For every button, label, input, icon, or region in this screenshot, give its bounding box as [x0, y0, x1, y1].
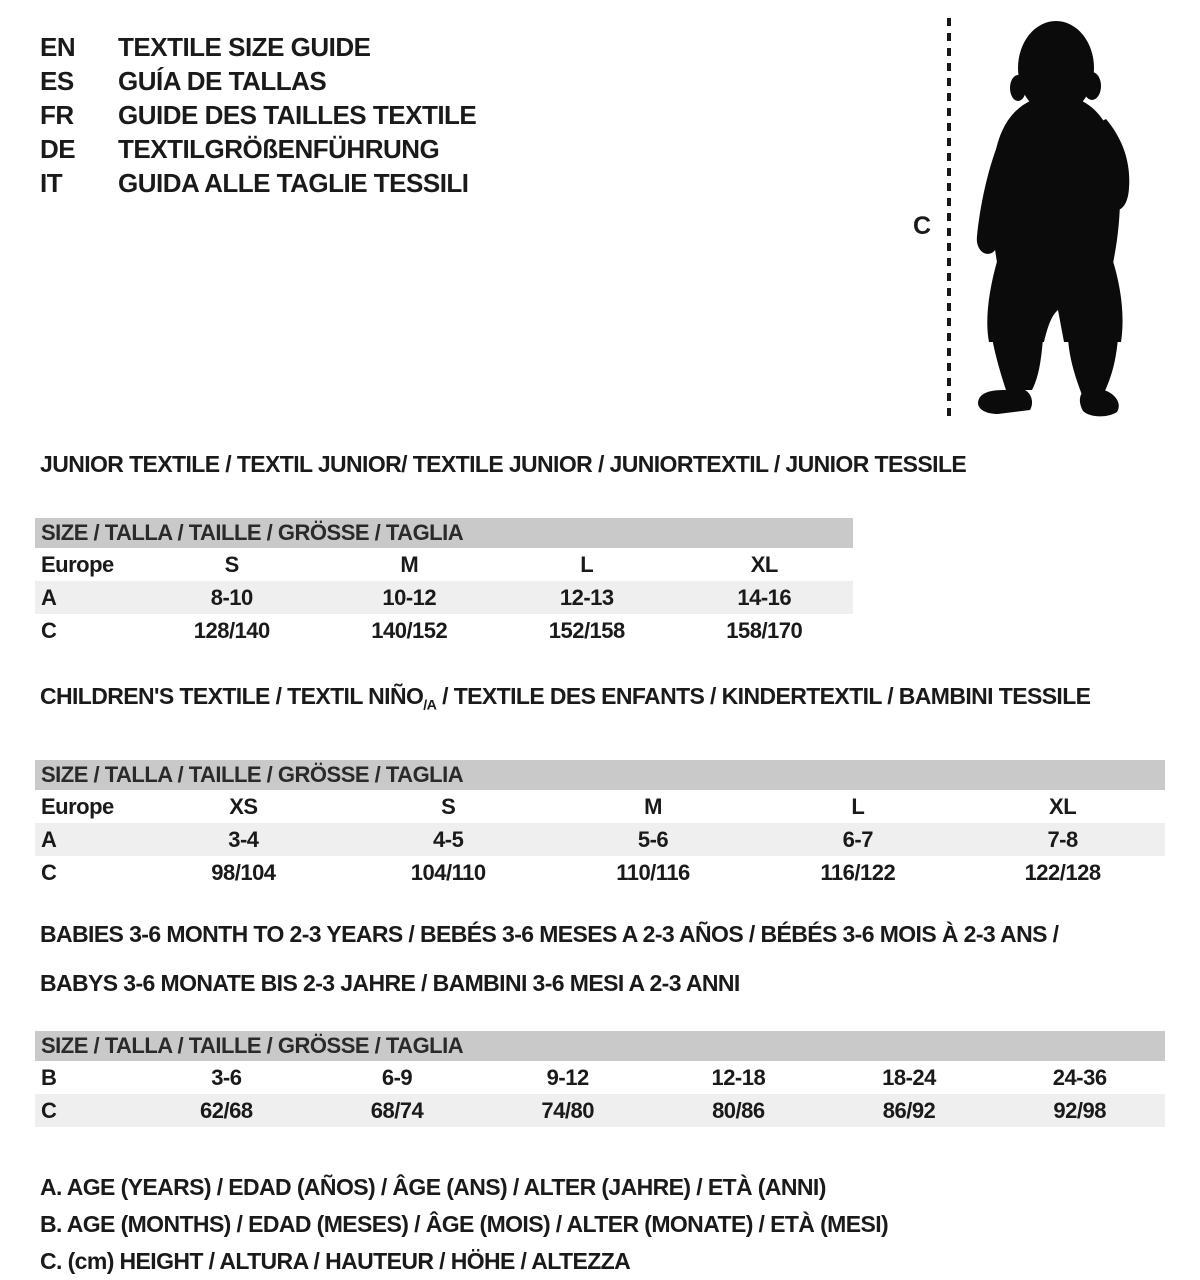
legend-line-c: C. (cm) HEIGHT / ALTURA / HAUTEUR / HÖHE / ALTEZZA [40, 1247, 631, 1274]
height-cell: 128/140 [193, 618, 270, 644]
language-code: EN [40, 32, 76, 62]
age-cell: 14-16 [737, 585, 792, 611]
language-code: ES [40, 66, 74, 96]
height-measure-label: C [913, 212, 932, 240]
age-cell: 7-8 [1047, 826, 1078, 852]
guide-title-fr: GUIDE DES TAILLES TEXTILE [118, 100, 477, 130]
section-title-babies-line2 [35, 968, 1165, 998]
table-row-europe [35, 790, 1165, 823]
age-cell: 18-24 [882, 1064, 936, 1090]
height-cell: 80/86 [712, 1097, 765, 1123]
size-cell: S [441, 793, 456, 819]
section-title-text: BABIES 3-6 MONTH TO 2-3 YEARS / BEBÉS 3-6 MESES A 2-3 AÑOS / BÉBÉS 3-6 MOIS À 2-3 ANS / [40, 920, 1059, 947]
table-row-age-years [35, 823, 1165, 856]
section-title-text: / TEXTILE DES ENFANTS / KINDERTEXTIL / BAMBINI TESSILE [436, 683, 1091, 710]
height-cell: 86/92 [882, 1097, 936, 1123]
age-cell: 9-12 [546, 1064, 589, 1090]
row-label: A [41, 585, 57, 611]
table-row-europe [35, 548, 853, 581]
age-cell: 12-13 [559, 585, 614, 611]
section-childrens-textile [35, 681, 1165, 889]
language-code: IT [40, 168, 63, 198]
toddler-silhouette-icon [970, 16, 1140, 416]
height-cell: 158/170 [726, 618, 803, 644]
row-label: C [41, 859, 57, 885]
row-label: Europe [41, 552, 114, 578]
junior-size-table [35, 518, 853, 647]
age-cell: 10-12 [382, 585, 437, 611]
section-title-text: JUNIOR TEXTILE / TEXTIL JUNIOR/ TEXTILE JUNIOR / JUNIORTEXTIL / JUNIOR TESSILE [40, 451, 967, 478]
age-cell: 12-18 [711, 1064, 766, 1090]
height-measure-dashed-line [947, 18, 951, 416]
section-babies-textile [35, 919, 1165, 1127]
section-title-children [35, 681, 1165, 721]
section-title-babies-line1 [35, 919, 1165, 949]
age-cell: 3-4 [228, 826, 259, 852]
guide-title-en: TEXTILE SIZE GUIDE [118, 32, 371, 62]
section-title-text: BABYS 3-6 MONATE BIS 2-3 JAHRE / BAMBINI 3-6 MESI A 2-3 ANNI [40, 969, 740, 996]
row-label: A [41, 826, 57, 852]
legend-line-a: A. AGE (YEARS) / EDAD (AÑOS) / ÂGE (ANS) / ALTER (JAHRE) / ETÀ (ANNI) [40, 1173, 826, 1200]
height-cell: 110/116 [616, 859, 690, 885]
height-cell: 122/128 [1024, 859, 1101, 885]
guide-title-it: GUIDA ALLE TAGLIE TESSILI [118, 168, 469, 198]
age-cell: 24-36 [1052, 1064, 1107, 1090]
height-cell: 140/152 [371, 618, 448, 644]
size-cell: XL [750, 552, 778, 578]
age-cell: 6-9 [381, 1064, 413, 1090]
size-cell: XL [1049, 793, 1077, 819]
age-cell: 5-6 [637, 826, 669, 852]
size-header-row: SIZE / TALLA / TAILLE / GRÖSSE / TAGLIA [35, 518, 853, 548]
age-cell: 3-6 [211, 1064, 242, 1090]
height-cell: 68/74 [370, 1097, 424, 1123]
header-area [0, 0, 1200, 430]
guide-title-de: TEXTILGRÖßENFÜHRUNG [118, 134, 440, 164]
row-label: B [41, 1064, 57, 1090]
age-cell: 4-5 [433, 826, 464, 852]
children-size-table [35, 760, 1165, 889]
height-cell: 74/80 [541, 1097, 594, 1123]
table-row-height-cm [35, 1094, 1165, 1127]
height-cell: 62/68 [200, 1097, 253, 1123]
guide-title-es: GUÍA DE TALLAS [118, 66, 327, 96]
size-header-row: SIZE / TALLA / TAILLE / GRÖSSE / TAGLIA [35, 1031, 1165, 1061]
section-title-text: CHILDREN'S TEXTILE / TEXTIL NIÑO [40, 683, 424, 710]
language-code: FR [40, 100, 74, 130]
size-cell: L [580, 552, 594, 578]
legend-line-b: B. AGE (MONTHS) / EDAD (MESES) / ÂGE (MOIS) / ALTER (MONATE) / ETÀ (MESI) [40, 1210, 889, 1237]
row-label: Europe [41, 793, 114, 819]
age-cell: 8-10 [210, 585, 253, 611]
size-cell: M [400, 552, 419, 578]
size-cell: M [644, 793, 662, 819]
height-cell: 104/110 [410, 859, 486, 885]
size-cell: S [224, 552, 239, 578]
section-junior-textile [35, 449, 1165, 647]
size-cell: L [851, 793, 865, 819]
figure-area [0, 0, 1200, 430]
row-label: C [41, 1097, 57, 1123]
height-cell: 92/98 [1053, 1097, 1106, 1123]
age-cell: 6-7 [842, 826, 873, 852]
height-cell: 98/104 [211, 859, 276, 885]
table-row-height-cm [35, 856, 1165, 889]
height-cell: 152/158 [548, 618, 625, 644]
height-cell: 116/122 [820, 859, 896, 885]
section-title-junior [35, 449, 1165, 479]
tables-area [0, 449, 1200, 1280]
legend [35, 1169, 1165, 1280]
size-header-row: SIZE / TALLA / TAILLE / GRÖSSE / TAGLIA [35, 760, 1165, 790]
table-row-age-months [35, 1061, 1165, 1094]
table-row-height-cm [35, 614, 853, 647]
table-row-age-years [35, 581, 853, 614]
language-code: DE [40, 134, 76, 164]
babies-size-table [35, 1031, 1165, 1127]
row-label: C [41, 618, 57, 644]
size-cell: XS [229, 793, 258, 819]
title-subscript: /A [423, 697, 437, 714]
